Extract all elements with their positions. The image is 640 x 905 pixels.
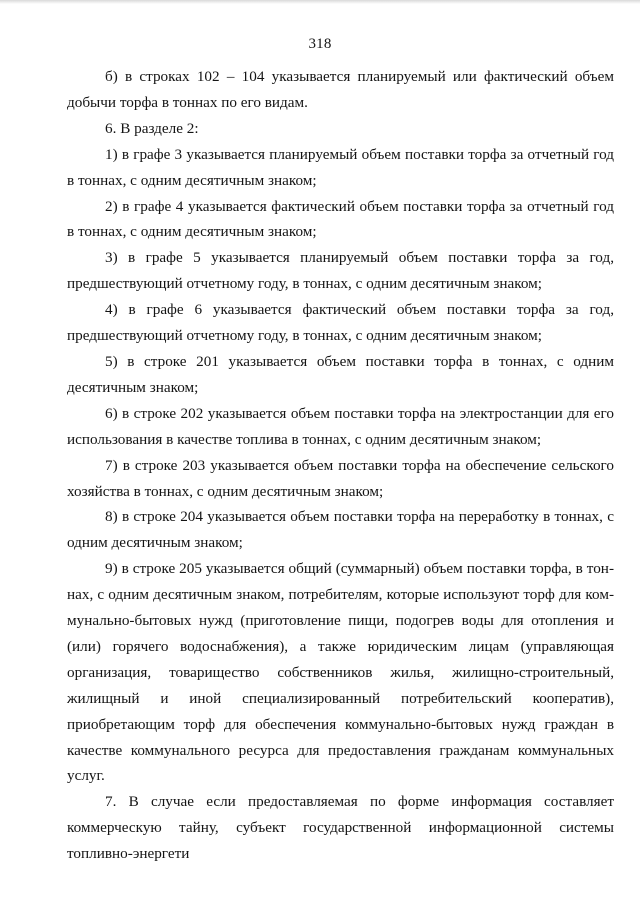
page-number: 318 xyxy=(308,36,332,52)
paragraph-item-4-column-6: 4) в графе 6 указывается фактический объем поставки торфа за год, предшествующий отчетному году, в тоннах, с одним десятичным знаком; xyxy=(67,301,614,345)
paragraph-b-rows-102-104: б) в строках 102 – 104 указывается планируемый или фактический объем добычи торфа в тоннах по его видам. xyxy=(67,68,614,111)
paragraph-item-7-row-203: 7) в строке 203 указывается объем поставки торфа на обеспечение сельского хозяйства в тоннах, с одним десятичным знаком; xyxy=(67,456,614,500)
scan-top-edge xyxy=(0,0,640,4)
paragraph-7-commercial-secret: 7. В случае если предоставляемая по форме информация составляет коммерческую тайну, субъект государственной информационной системы топливно-энергети xyxy=(67,793,614,863)
paragraph-section-2-heading: 6. В разделе 2: xyxy=(105,119,199,137)
paragraph-item-1-column-3: 1) в графе 3 указывается планируемый объем поставки торфа за отчетный год в тоннах, с одним десятичным знаком; xyxy=(67,145,614,189)
paragraph-item-3-column-5: 3) в графе 5 указывается планируемый объем поставки торфа за год, предшествующий отчетному году, в тоннах, с одним десятичным знаком; xyxy=(67,249,614,293)
paragraph-item-6-row-202: 6) в строке 202 указывается объем поставки торфа на электростанции для его использования в качестве топлива в тоннах, с одним десятичным знаком; xyxy=(67,404,614,448)
paragraph-item-2-column-4: 2) в графе 4 указывается фактический объем поставки торфа за отчетный год в тоннах, с одним десятичным знаком; xyxy=(67,197,614,241)
paragraph-item-9-row-205: 9) в строке 205 указывается общий (суммарный) объем поставки торфа, в тоннах, с одним десятичным знаком, потребителям, которые используют торф для коммунально-бытовых нужд (приготовление пищи, подогрев воды для отопления и (или) горячего водоснабжения), а также юридическим лицам (управляющая организация, товарищество собственников жилья, жилищно-строительный, жилищный и иной специализированный потребительский кооператив), приобретающим торф для обеспечения коммунально-бытовых нужд граждан в качестве коммунального ресурса для предоставления гражданам коммунальных услуг. xyxy=(67,560,614,785)
paragraph-item-5-row-201: 5) в строке 201 указывается объем поставки торфа в тоннах, с одним десятичным знаком; xyxy=(67,352,614,396)
paragraph-item-8-row-204: 8) в строке 204 указывается объем поставки торфа на переработку в тоннах, с одним десятичным знаком; xyxy=(67,508,614,552)
document-body xyxy=(67,64,614,867)
